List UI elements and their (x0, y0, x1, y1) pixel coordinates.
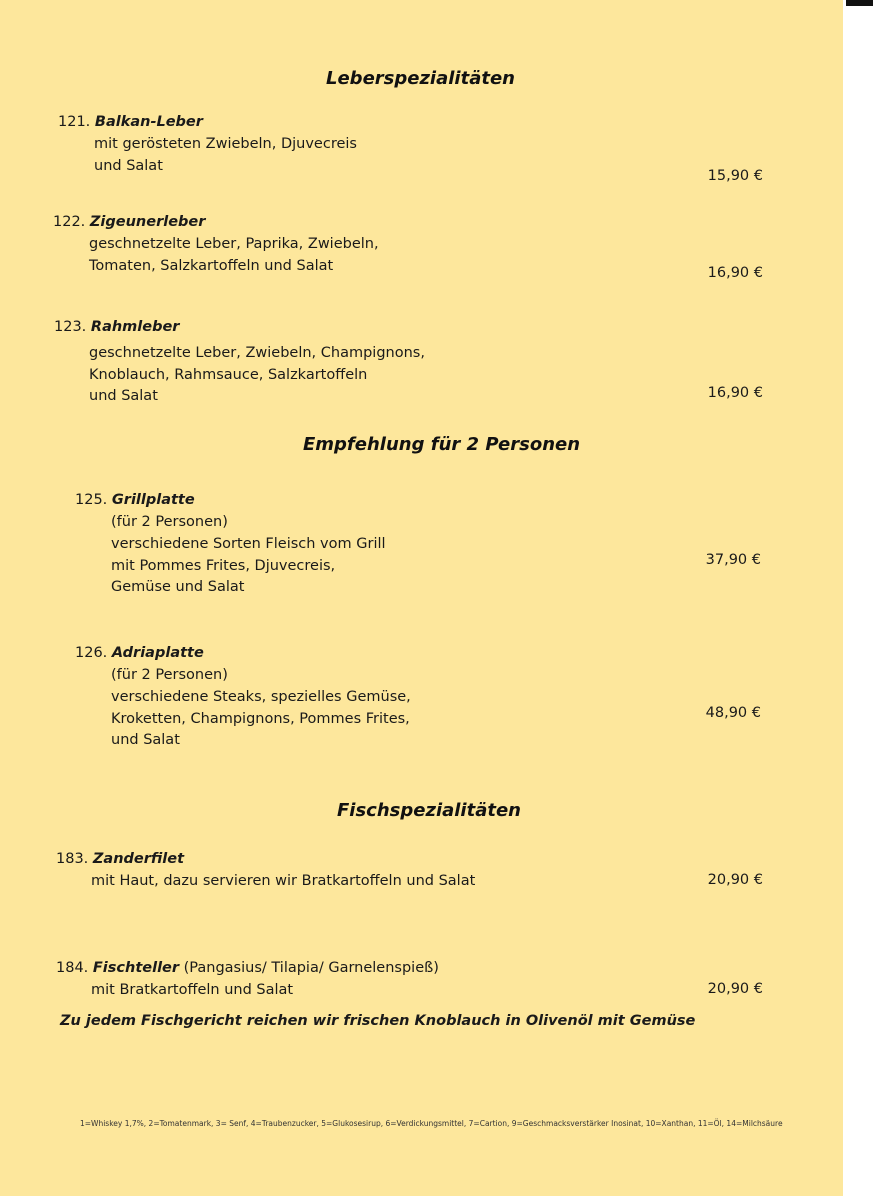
item-name: Adriaplatte (111, 645, 204, 661)
item-price: 48,90 € (705, 705, 761, 721)
item-name: Fischteller (92, 960, 180, 976)
section-title-leber: Leberspezialitäten (326, 68, 515, 89)
item-description-line: verschiedene Sorten Fleisch vom Grill (111, 536, 386, 552)
item-description-line: verschiedene Steaks, spezielles Gemüse, (111, 689, 411, 705)
item-price: 16,90 € (707, 265, 763, 281)
item-description-line: und Salat (111, 732, 180, 748)
item-name: Balkan-Leber (94, 114, 203, 130)
item-price: 20,90 € (707, 872, 763, 888)
allergen-footnote: 1=Whiskey 1,7%, 2=Tomatenmark, 3= Senf, 4=Traubenzucker, 5=Glukosesirup, 6=Verdickungsmittel, 7=Cartion, 9=Geschmacksverstärker Inosinat, 10=Xanthan, 11=Öl, 14=Milchsäure (80, 1119, 783, 1128)
item-price: 20,90 € (707, 981, 763, 997)
item-description-line: und Salat (94, 158, 163, 174)
item-number: 184. (56, 960, 89, 976)
item-name: Grillplatte (111, 492, 195, 508)
item-description-line: Tomaten, Salzkartoffeln und Salat (89, 258, 334, 274)
item-description-line: geschnetzelte Leber, Paprika, Zwiebeln, (89, 236, 379, 252)
item-description-line: mit Haut, dazu servieren wir Bratkartoffeln und Salat (91, 873, 476, 889)
item-name-extra: (Pangasius/ Tilapia/ Garnelenspieß) (179, 960, 439, 976)
item-number: 122. (53, 214, 86, 230)
section-title-fisch: Fischspezialitäten (337, 800, 521, 821)
item-description-line: geschnetzelte Leber, Zwiebeln, Champignons, (89, 345, 425, 361)
item-name: Zigeunerleber (89, 214, 206, 230)
item-number: 125. (75, 492, 108, 508)
item-number: 121. (58, 114, 91, 130)
item-description-line: mit gerösteten Zwiebeln, Djuvecreis (94, 136, 357, 152)
item-price: 16,90 € (707, 385, 763, 401)
item-description-line: Knoblauch, Rahmsauce, Salzkartoffeln (89, 367, 368, 383)
item-description-line: (für 2 Personen) (111, 667, 228, 683)
item-price: 15,90 € (707, 168, 763, 184)
item-description-line: mit Pommes Frites, Djuvecreis, (111, 558, 336, 574)
item-description-line: (für 2 Personen) (111, 514, 228, 530)
item-price: 37,90 € (705, 552, 761, 568)
item-description-line: mit Bratkartoffeln und Salat (91, 982, 294, 998)
item-description-line: Kroketten, Champignons, Pommes Frites, (111, 711, 410, 727)
fish-note: Zu jedem Fischgericht reichen wir frischen Knoblauch in Olivenöl mit Gemüse (60, 1013, 696, 1029)
section-title-empfehlung: Empfehlung für 2 Personen (303, 434, 581, 455)
item-number: 183. (56, 851, 89, 867)
item-number: 126. (75, 645, 108, 661)
scan-edge-mark (846, 0, 873, 6)
item-description-line: Gemüse und Salat (111, 579, 245, 595)
item-number: 123. (54, 319, 87, 335)
item-name: Zanderfilet (92, 851, 185, 867)
item-name: Rahmleber (90, 319, 180, 335)
item-description-line: und Salat (89, 388, 158, 404)
